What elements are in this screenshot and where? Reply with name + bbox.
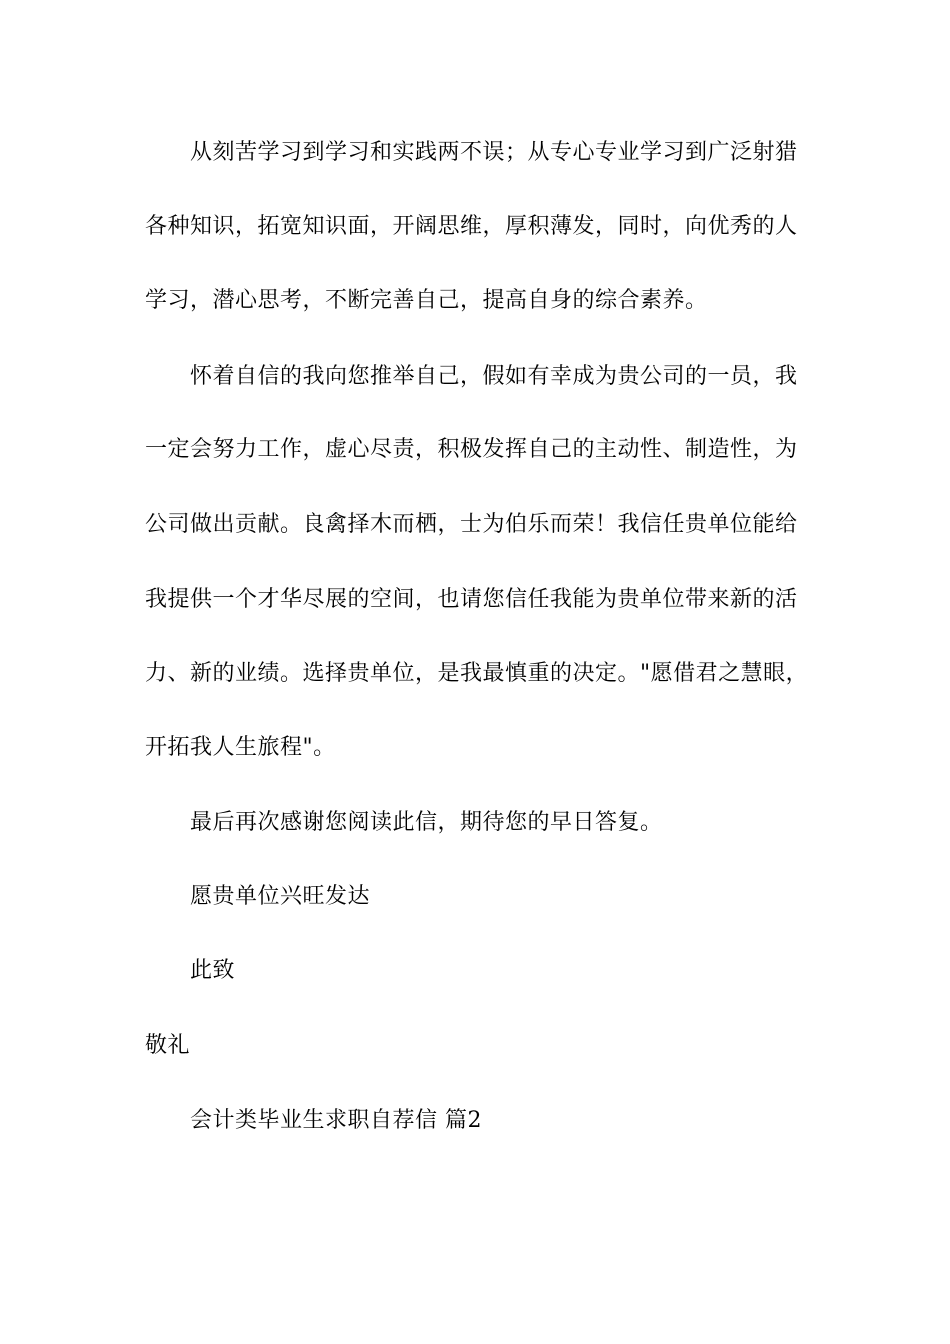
paragraph-2-line-6: 开拓我人生旅程"。 [145,735,336,760]
closing-thanks: 最后再次感谢您阅读此信，期待您的早日答复。 [190,810,663,835]
paragraph-2-line-3: 公司做出贡献。良禽择木而栖，士为伯乐而荣！我信任贵单位能给 [145,512,798,537]
paragraph-2-line-2: 一定会努力工作，虚心尽责，积极发挥自己的主动性、制造性，为 [145,437,798,462]
paragraph-1-line-1: 从刻苦学习到学习和实践两不误；从专心专业学习到广泛射猎 [190,140,798,165]
salutation-line-2: 敬礼 [145,1033,191,1058]
paragraph-2-line-4: 我提供一个才华尽展的空间，也请您信任我能为贵单位带来新的活 [145,587,798,612]
wish-line: 愿贵单位兴旺发达 [190,884,371,909]
paragraph-2-line-5: 力、新的业绩。选择贵单位，是我最慎重的决定。"愿借君之慧眼， [145,661,809,686]
paragraph-2-line-1: 怀着自信的我向您推举自己，假如有幸成为贵公司的一员，我 [190,364,798,389]
next-letter-title: 会计类毕业生求职自荐信 篇2 [190,1108,482,1133]
paragraph-1-line-2: 各种知识，拓宽知识面，开阔思维，厚积薄发，同时，向优秀的人 [145,214,798,239]
salutation-line-1: 此致 [190,958,236,983]
paragraph-1-line-3: 学习，潜心思考，不断完善自己，提高自身的综合素养。 [145,288,708,313]
